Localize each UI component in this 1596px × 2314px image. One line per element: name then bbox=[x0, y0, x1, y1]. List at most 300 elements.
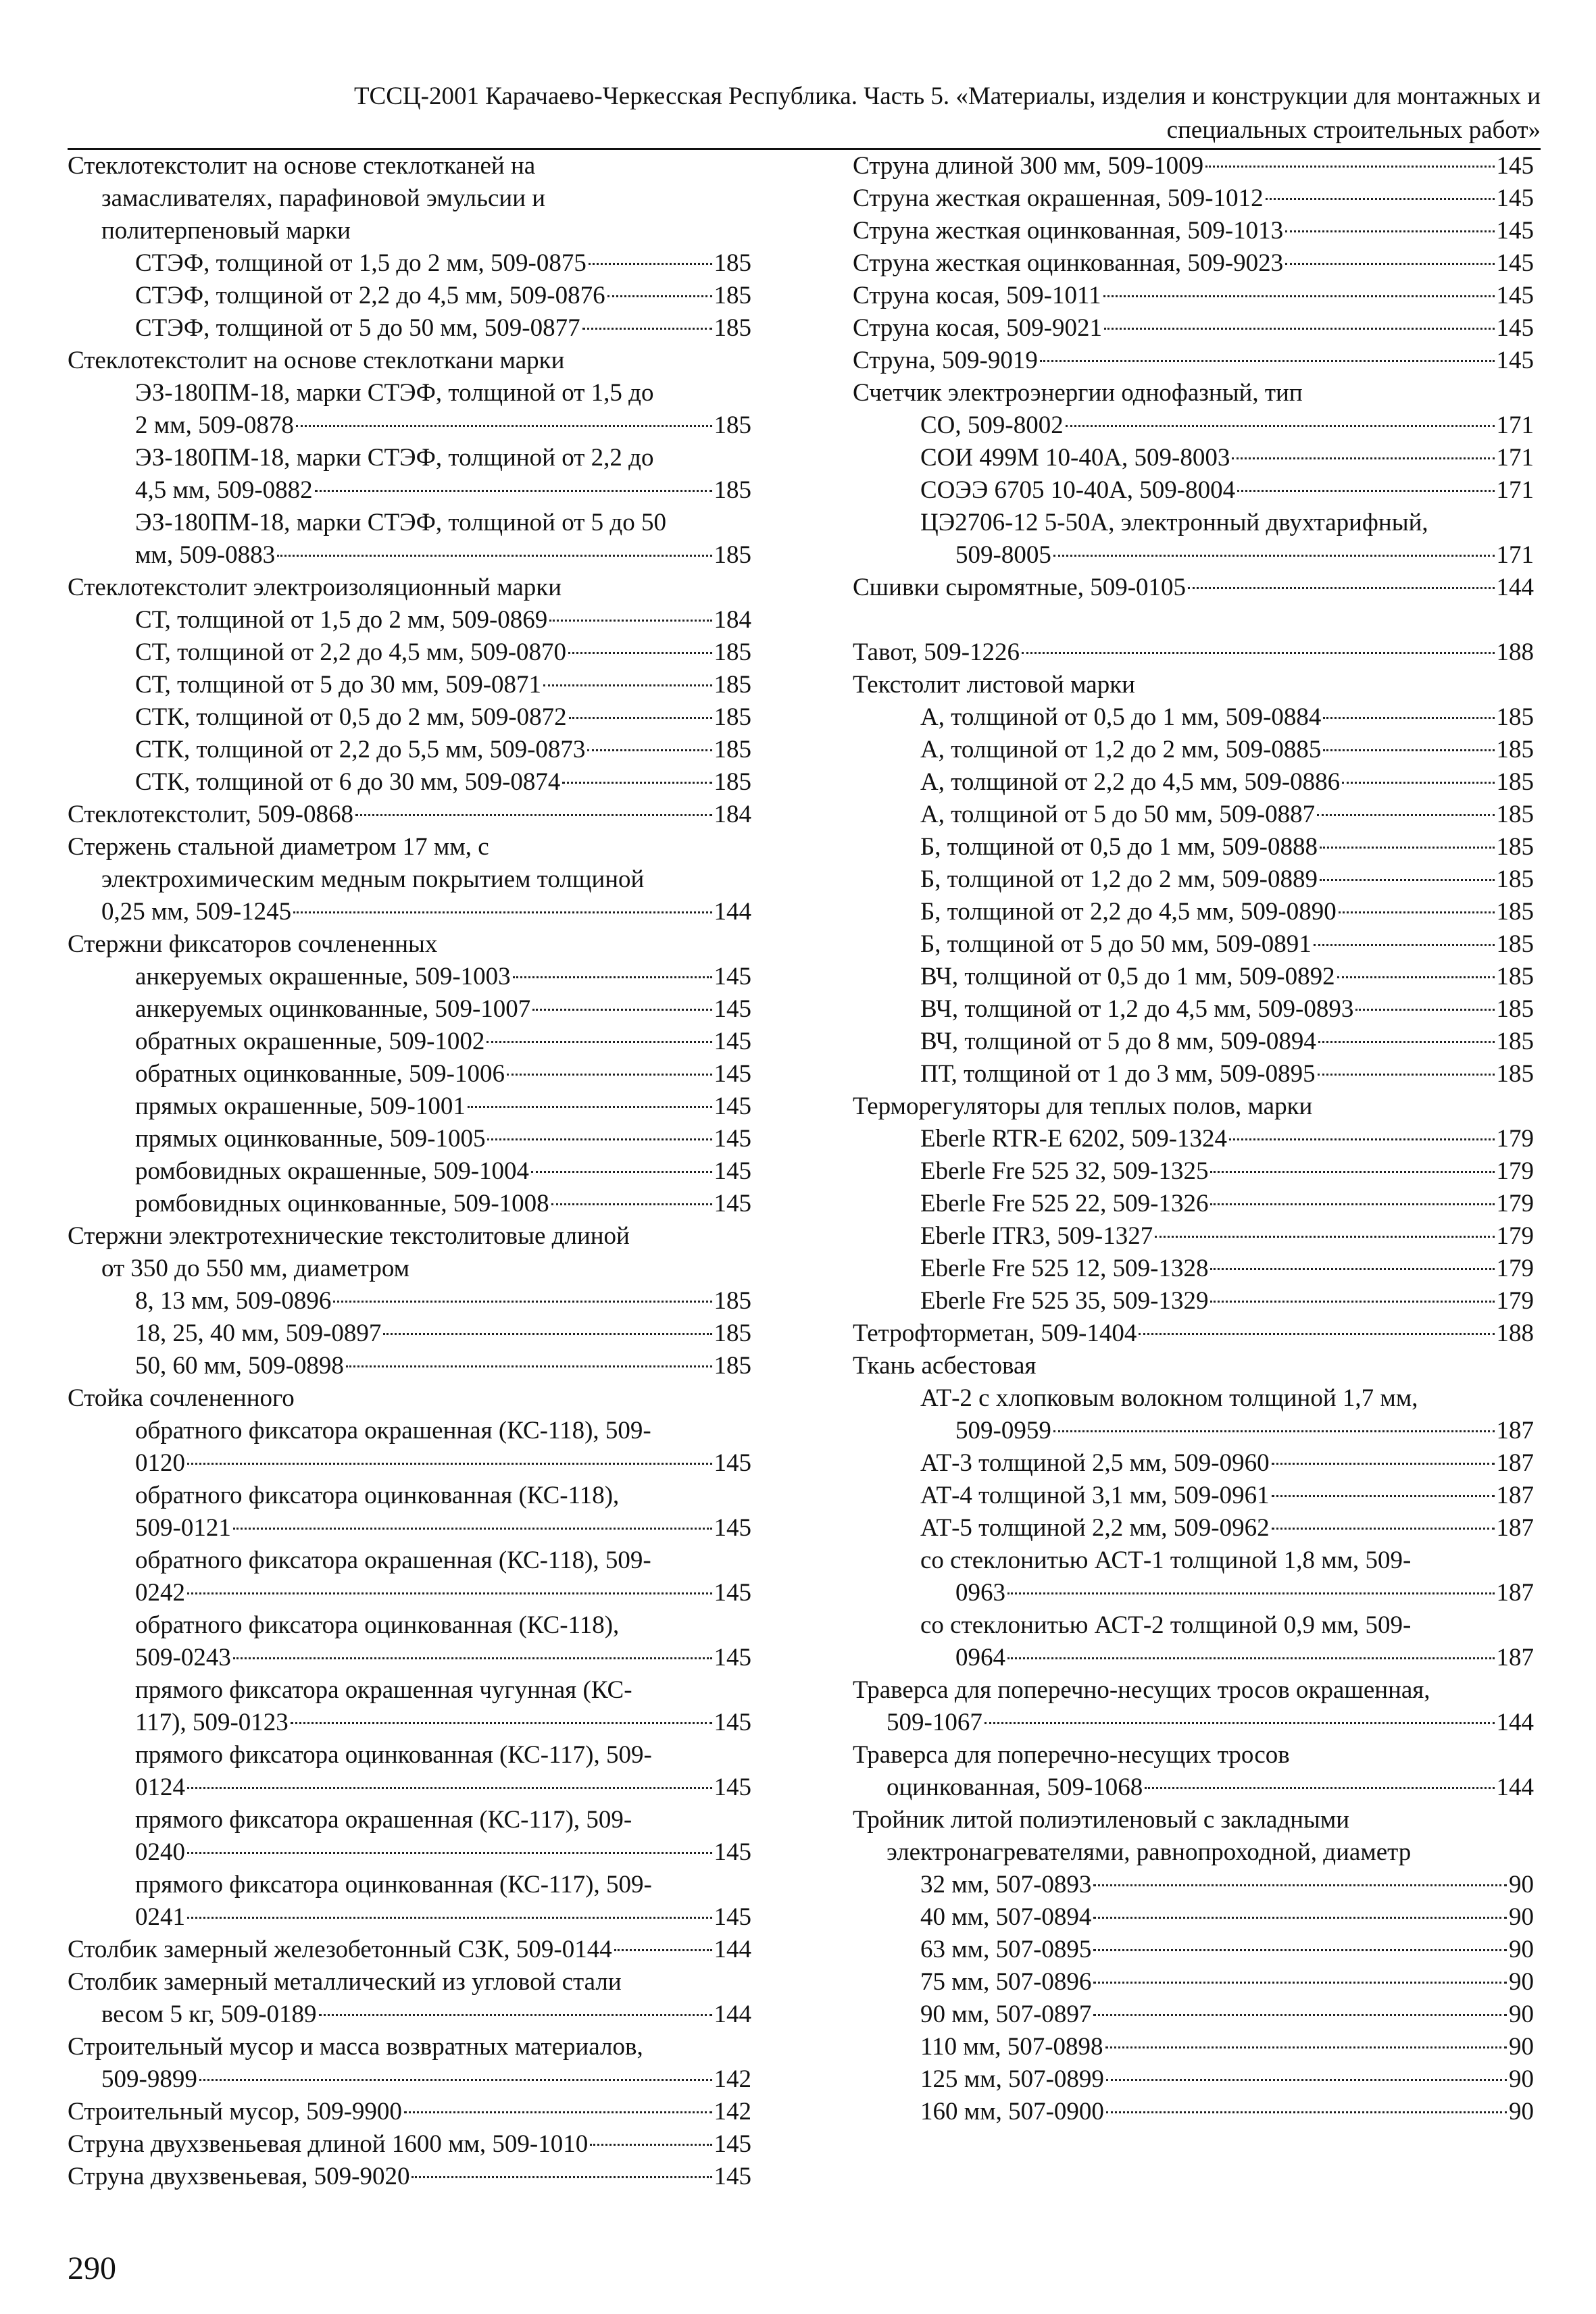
index-line bbox=[853, 1058, 1534, 1090]
index-line bbox=[68, 1512, 751, 1544]
index-entry-text: обратных окрашенные, 509-1002 bbox=[135, 1028, 485, 1055]
index-line: Траверса для поперечно-несущих тросов окрашенная, bbox=[853, 1676, 1430, 1704]
index-line bbox=[853, 442, 1534, 474]
index-line bbox=[853, 928, 1534, 961]
index-entry-text: 0124 bbox=[135, 1774, 185, 1801]
index-page-ref: 185 bbox=[714, 1319, 751, 1347]
index-line bbox=[853, 1901, 1534, 1934]
dot-leader bbox=[1093, 2014, 1507, 2016]
index-line bbox=[853, 799, 1534, 831]
index-entry-text: СТК, толщиной от 6 до 30 мм, 509-0874 bbox=[135, 768, 561, 796]
index-page-ref: 185 bbox=[714, 411, 751, 439]
index-page-ref: 144 bbox=[714, 1936, 751, 1963]
dot-leader bbox=[1105, 2046, 1507, 2048]
index-line: прямого фиксатора окрашенная чугунная (КС- bbox=[135, 1676, 632, 1704]
dot-leader bbox=[1188, 587, 1494, 589]
index-page-ref: 185 bbox=[1496, 736, 1534, 763]
index-line bbox=[68, 799, 751, 831]
dot-leader bbox=[568, 652, 712, 654]
index-page-ref: 185 bbox=[714, 282, 751, 309]
index-entry-text: обратных оцинкованные, 509-1006 bbox=[135, 1060, 505, 1088]
dot-leader bbox=[291, 1722, 712, 1724]
index-line: прямого фиксатора оцинкованная (КС-117), 509- bbox=[135, 1871, 652, 1898]
dot-leader bbox=[187, 1463, 712, 1465]
header-line-1: ТССЦ-2001 Карачаево-Черкесская Республика. Часть 5. «Материалы, изделия и конструкции для монтажных и bbox=[353, 82, 1541, 110]
dot-leader bbox=[1053, 555, 1495, 557]
dot-leader bbox=[1007, 1657, 1495, 1659]
index-line bbox=[853, 766, 1534, 799]
index-line bbox=[853, 1577, 1534, 1609]
index-page-ref: 185 bbox=[714, 314, 751, 342]
index-line bbox=[853, 1447, 1534, 1480]
dot-leader bbox=[1320, 847, 1495, 849]
dot-leader bbox=[590, 2144, 712, 2146]
dot-leader bbox=[1318, 1074, 1495, 1076]
index-line: Строительный мусор и масса возвратных материалов, bbox=[68, 2033, 643, 2061]
dot-leader bbox=[1272, 1495, 1495, 1497]
index-entry-text: Тавот, 509-1226 bbox=[853, 638, 1020, 666]
index-line bbox=[853, 182, 1534, 215]
index-entry-text: 509-8005 bbox=[955, 541, 1051, 569]
index-entry-text: Б, толщиной от 2,2 до 4,5 мм, 509-0890 bbox=[920, 898, 1337, 926]
index-entry-text: СТ, толщиной от 1,5 до 2 мм, 509-0869 bbox=[135, 606, 548, 634]
index-page-ref: 145 bbox=[714, 995, 751, 1023]
dot-leader bbox=[1106, 2079, 1507, 2081]
index-line bbox=[68, 1642, 751, 1674]
index-line: со стеклонитью АСТ-1 толщиной 1,8 мм, 509- bbox=[920, 1546, 1412, 1574]
index-line bbox=[853, 1771, 1534, 1804]
index-entry-text: 117), 509-0123 bbox=[135, 1709, 289, 1736]
index-line: Текстолит листовой марки bbox=[853, 671, 1135, 699]
index-entry-text: Струна косая, 509-9021 bbox=[853, 314, 1102, 342]
index-page-ref: 90 bbox=[1509, 1903, 1534, 1931]
index-page-ref: 185 bbox=[1496, 865, 1534, 893]
dot-leader bbox=[383, 1333, 712, 1335]
index-line: от 350 до 550 мм, диаметром bbox=[101, 1255, 410, 1282]
dot-leader bbox=[1145, 1787, 1494, 1789]
index-line: Столбик замерный металлический из угловой стали bbox=[68, 1968, 622, 1996]
index-line: Тройник литой полиэтиленовый с закладными bbox=[853, 1806, 1350, 1834]
index-entry-text: 509-0243 bbox=[135, 1644, 231, 1671]
index-page-ref: 90 bbox=[1509, 2098, 1534, 2126]
dot-leader bbox=[1210, 1268, 1494, 1270]
index-line bbox=[853, 1285, 1534, 1317]
index-line bbox=[68, 474, 751, 507]
index-entry-text: 110 мм, 507-0898 bbox=[920, 2033, 1103, 2061]
index-line bbox=[853, 1934, 1534, 1966]
index-line bbox=[68, 961, 751, 993]
page-number: 290 bbox=[68, 2250, 116, 2286]
index-page-ref: 187 bbox=[1496, 1482, 1534, 1509]
index-page-ref: 145 bbox=[1496, 314, 1534, 342]
index-entry-text: Б, толщиной от 5 до 50 мм, 509-0891 bbox=[920, 930, 1312, 958]
dot-leader bbox=[346, 1365, 712, 1367]
dot-leader bbox=[187, 1852, 712, 1854]
index-entry-text: АТ-3 толщиной 2,5 мм, 509-0960 bbox=[920, 1449, 1270, 1477]
index-entry-text: Строительный мусор, 509-9900 bbox=[68, 2098, 402, 2126]
index-page-ref: 184 bbox=[714, 801, 751, 828]
dot-leader bbox=[582, 328, 712, 330]
index-page-ref: 145 bbox=[1496, 184, 1534, 212]
index-entry-text: Б, толщиной от 0,5 до 1 мм, 509-0888 bbox=[920, 833, 1318, 861]
index-page-ref: 145 bbox=[714, 1903, 751, 1931]
index-line: ЭЗ-180ПМ-18, марки СТЭФ, толщиной от 1,5 до bbox=[135, 379, 654, 407]
index-entry-text: ромбовидных окрашенные, 509-1004 bbox=[135, 1157, 530, 1185]
index-entry-text: Eberle Fre 525 22, 509-1326 bbox=[920, 1190, 1209, 1217]
header-line-2: специальных строительных работ» bbox=[1166, 116, 1541, 144]
dot-leader bbox=[549, 620, 712, 622]
index-entry-text: анкеруемых оцинкованные, 509-1007 bbox=[135, 995, 531, 1023]
index-line bbox=[68, 280, 751, 312]
index-entry-text: АТ-4 толщиной 3,1 мм, 509-0961 bbox=[920, 1482, 1270, 1509]
index-line bbox=[68, 1123, 751, 1155]
index-line bbox=[68, 604, 751, 636]
index-entry-text: ВЧ, толщиной от 5 до 8 мм, 509-0894 bbox=[920, 1028, 1316, 1055]
index-entry-text: Eberle Fre 525 12, 509-1328 bbox=[920, 1255, 1209, 1282]
index-line bbox=[853, 636, 1534, 669]
dot-leader bbox=[1106, 2111, 1507, 2113]
index-entry-text: 509-9899 bbox=[101, 2065, 197, 2093]
index-line bbox=[68, 1577, 751, 1609]
index-line bbox=[853, 312, 1534, 345]
index-line: обратного фиксатора оцинкованная (КС-118), bbox=[135, 1482, 620, 1509]
dot-leader bbox=[1210, 1203, 1494, 1205]
dot-leader bbox=[1205, 166, 1494, 168]
index-line bbox=[68, 1771, 751, 1804]
index-entry-text: СОИ 499М 10-40А, 509-8003 bbox=[920, 444, 1230, 472]
index-page-ref: 185 bbox=[1496, 768, 1534, 796]
index-line bbox=[68, 1026, 751, 1058]
dot-leader bbox=[355, 814, 712, 816]
index-line bbox=[68, 1285, 751, 1317]
index-page-ref: 145 bbox=[714, 1028, 751, 1055]
dot-leader bbox=[507, 1074, 712, 1076]
dot-leader bbox=[569, 717, 712, 719]
index-line bbox=[68, 1350, 751, 1382]
index-line bbox=[853, 1512, 1534, 1544]
dot-leader bbox=[587, 749, 712, 751]
dot-leader bbox=[607, 295, 712, 297]
index-line: Стержни фиксаторов сочлененных bbox=[68, 930, 438, 958]
index-line bbox=[68, 312, 751, 345]
dot-leader bbox=[1093, 1884, 1507, 1886]
index-entry-text: Струна, 509-9019 bbox=[853, 347, 1038, 374]
dot-leader bbox=[315, 490, 712, 492]
index-page-ref: 145 bbox=[714, 1157, 751, 1185]
index-page-ref: 142 bbox=[714, 2065, 751, 2093]
index-page-ref: 145 bbox=[714, 1838, 751, 1866]
index-page-ref: 171 bbox=[1496, 444, 1534, 472]
index-page-ref: 142 bbox=[714, 2098, 751, 2126]
index-page-ref: 90 bbox=[1509, 1968, 1534, 1996]
index-page-ref: 185 bbox=[1496, 963, 1534, 990]
index-entry-text: Струна двухзвеньевая длиной 1600 мм, 509-1010 bbox=[68, 2130, 589, 2158]
dot-leader bbox=[1053, 1430, 1495, 1432]
index-line bbox=[853, 409, 1534, 442]
index-line bbox=[68, 993, 751, 1026]
index-line: обратного фиксатора оцинкованная (КС-118), bbox=[135, 1611, 620, 1639]
index-page-ref: 179 bbox=[1496, 1125, 1534, 1153]
index-line bbox=[853, 247, 1534, 280]
index-entry-text: ПТ, толщиной от 1 до 3 мм, 509-0895 bbox=[920, 1060, 1316, 1088]
index-line bbox=[853, 993, 1534, 1026]
index-entry-text: 509-0959 bbox=[955, 1417, 1051, 1444]
index-entry-text: мм, 509-0883 bbox=[135, 541, 276, 569]
index-line: Стержни электротехнические текстолитовые длиной bbox=[68, 1222, 630, 1250]
dot-leader bbox=[589, 263, 712, 265]
index-line bbox=[68, 1447, 751, 1480]
dot-leader bbox=[487, 1138, 712, 1140]
index-entry-text: Eberle RTR-E 6202, 509-1324 bbox=[920, 1125, 1228, 1153]
dot-leader bbox=[1210, 1171, 1494, 1173]
index-line bbox=[853, 474, 1534, 507]
index-page-ref: 188 bbox=[1496, 638, 1534, 666]
index-line bbox=[853, 539, 1534, 572]
index-entry-text: 4,5 мм, 509-0882 bbox=[135, 476, 313, 504]
dot-leader bbox=[333, 1301, 712, 1303]
dot-leader bbox=[1317, 814, 1494, 816]
dot-leader bbox=[1104, 328, 1495, 330]
index-page-ref: 185 bbox=[714, 703, 751, 731]
index-line bbox=[68, 734, 751, 766]
index-page-ref: 185 bbox=[714, 476, 751, 504]
index-column-left bbox=[68, 150, 751, 2193]
index-line bbox=[68, 2161, 751, 2193]
index-entry-text: СТК, толщиной от 2,2 до 5,5 мм, 509-0873 bbox=[135, 736, 586, 763]
index-line bbox=[853, 1155, 1534, 1188]
index-entry-text: 2 мм, 509-0878 bbox=[135, 411, 294, 439]
index-entry-text: Eberle ITR3, 509-1327 bbox=[920, 1222, 1153, 1250]
index-page-ref: 187 bbox=[1496, 1579, 1534, 1607]
index-page-ref: 144 bbox=[1496, 1709, 1534, 1736]
index-line: со стеклонитью АСТ-2 толщиной 0,9 мм, 509- bbox=[920, 1611, 1412, 1639]
index-line bbox=[853, 1869, 1534, 1901]
index-entry-text: анкеруемых окрашенные, 509-1003 bbox=[135, 963, 511, 990]
index-line bbox=[68, 1317, 751, 1350]
index-entry-text: Струна двухзвеньевая, 509-9020 bbox=[68, 2163, 410, 2190]
index-entry-text: СТ, толщиной от 5 до 30 мм, 509-0871 bbox=[135, 671, 542, 699]
index-entry-text: Eberle Fre 525 35, 509-1329 bbox=[920, 1287, 1209, 1315]
index-page-ref: 187 bbox=[1496, 1644, 1534, 1671]
index-page-ref: 179 bbox=[1496, 1255, 1534, 1282]
dot-leader bbox=[531, 1171, 712, 1173]
index-page-ref: 179 bbox=[1496, 1287, 1534, 1315]
index-line bbox=[853, 1966, 1534, 1998]
index-line bbox=[68, 2063, 751, 2096]
dot-leader bbox=[984, 1722, 1495, 1724]
dot-leader bbox=[187, 1592, 712, 1594]
index-page-ref: 145 bbox=[714, 963, 751, 990]
index-line: замасливателях, парафиновой эмульсии и bbox=[101, 184, 546, 212]
index-line: Терморегуляторы для теплых полов, марки bbox=[853, 1092, 1313, 1120]
index-page-ref: 179 bbox=[1496, 1222, 1534, 1250]
index-page-ref: 179 bbox=[1496, 1190, 1534, 1217]
dot-leader bbox=[1323, 749, 1494, 751]
dot-leader bbox=[513, 976, 712, 978]
index-entry-text: оцинкованная, 509-1068 bbox=[887, 1774, 1143, 1801]
index-entry-text: 0,25 мм, 509-1245 bbox=[101, 898, 292, 926]
dot-leader bbox=[1103, 295, 1495, 297]
index-line bbox=[853, 2096, 1534, 2128]
dot-leader bbox=[1323, 717, 1494, 719]
index-line bbox=[853, 1188, 1534, 1220]
index-page-ref: 145 bbox=[1496, 347, 1534, 374]
index-line: Стержень стальной диаметром 17 мм, с bbox=[68, 833, 489, 861]
index-page-ref: 185 bbox=[1496, 703, 1534, 731]
index-line bbox=[68, 247, 751, 280]
index-line bbox=[68, 1188, 751, 1220]
index-line bbox=[853, 2063, 1534, 2096]
index-line bbox=[853, 150, 1534, 182]
index-entry-text: ВЧ, толщиной от 1,2 до 4,5 мм, 509-0893 bbox=[920, 995, 1354, 1023]
index-entry-text: 40 мм, 507-0894 bbox=[920, 1903, 1092, 1931]
dot-leader bbox=[468, 1106, 712, 1108]
index-line bbox=[853, 961, 1534, 993]
index-entry-text: 0964 bbox=[955, 1644, 1005, 1671]
index-entry-text: 160 мм, 507-0900 bbox=[920, 2098, 1104, 2126]
index-line: обратного фиксатора окрашенная (КС-118), 509- bbox=[135, 1546, 651, 1574]
index-line bbox=[853, 1707, 1534, 1739]
dot-leader bbox=[233, 1657, 712, 1659]
index-line bbox=[68, 636, 751, 669]
index-entry-text: 0963 bbox=[955, 1579, 1005, 1607]
index-line bbox=[853, 734, 1534, 766]
index-page-ref: 145 bbox=[714, 1774, 751, 1801]
index-line bbox=[68, 2128, 751, 2161]
dot-leader bbox=[1040, 360, 1495, 362]
index-page-ref: 145 bbox=[714, 1449, 751, 1477]
index-entry-text: 63 мм, 507-0895 bbox=[920, 1936, 1092, 1963]
dot-leader bbox=[1007, 1592, 1495, 1594]
index-page-ref: 144 bbox=[1496, 574, 1534, 601]
index-line: электрохимическим медным покрытием толщиной bbox=[101, 865, 645, 893]
index-line: Стеклотекстолит электроизоляционный марки bbox=[68, 574, 562, 601]
dot-leader bbox=[187, 1917, 712, 1919]
index-line: Стеклотекстолит на основе стеклотканей на bbox=[68, 152, 536, 180]
dot-leader bbox=[1339, 911, 1495, 913]
index-entry-text: 50, 60 мм, 509-0898 bbox=[135, 1352, 344, 1380]
index-line bbox=[853, 2031, 1534, 2063]
index-page-ref: 145 bbox=[1496, 282, 1534, 309]
index-entry-text: СТК, толщиной от 0,5 до 2 мм, 509-0872 bbox=[135, 703, 567, 731]
index-page-ref: 90 bbox=[1509, 2033, 1534, 2061]
index-page-ref: 90 bbox=[1509, 1936, 1534, 1963]
dot-leader bbox=[1229, 1138, 1494, 1140]
index-line bbox=[68, 766, 751, 799]
index-page-ref: 179 bbox=[1496, 1157, 1534, 1185]
dot-leader bbox=[614, 1949, 712, 1951]
index-line bbox=[68, 2096, 751, 2128]
index-page-ref: 144 bbox=[714, 898, 751, 926]
index-entry-text: Струна жесткая оцинкованная, 509-1013 bbox=[853, 217, 1284, 245]
index-page-ref: 145 bbox=[714, 1709, 751, 1736]
index-entry-text: весом 5 кг, 509-0189 bbox=[101, 2001, 317, 2028]
index-page-ref: 144 bbox=[714, 2001, 751, 2028]
index-line bbox=[853, 1480, 1534, 1512]
index-page-ref: 171 bbox=[1496, 411, 1534, 439]
index-page-ref: 185 bbox=[714, 638, 751, 666]
index-entry-text: ВЧ, толщиной от 0,5 до 1 мм, 509-0892 bbox=[920, 963, 1335, 990]
index-line bbox=[68, 669, 751, 701]
index-entry-text: 18, 25, 40 мм, 509-0897 bbox=[135, 1319, 382, 1347]
index-page-ref: 90 bbox=[1509, 1871, 1534, 1898]
index-line bbox=[68, 539, 751, 572]
index-entry-text: 0242 bbox=[135, 1579, 185, 1607]
index-entry-text: 75 мм, 507-0896 bbox=[920, 1968, 1092, 1996]
index-line bbox=[853, 701, 1534, 734]
index-page-ref: 185 bbox=[714, 1287, 751, 1315]
index-entry-text: СТЭФ, толщиной от 5 до 50 мм, 509-0877 bbox=[135, 314, 580, 342]
index-page-ref: 187 bbox=[1496, 1449, 1534, 1477]
index-line bbox=[68, 701, 751, 734]
index-line bbox=[68, 1155, 751, 1188]
index-line: прямого фиксатора оцинкованная (КС-117), 509- bbox=[135, 1741, 652, 1769]
index-page-ref: 145 bbox=[1496, 249, 1534, 277]
index-line bbox=[68, 1934, 751, 1966]
index-entry-text: АТ-5 толщиной 2,2 мм, 509-0962 bbox=[920, 1514, 1270, 1542]
index-line: Стойка сочлененного bbox=[68, 1384, 295, 1412]
dot-leader bbox=[1155, 1236, 1494, 1238]
dot-leader bbox=[1022, 652, 1494, 654]
index-line bbox=[853, 1123, 1534, 1155]
dot-leader bbox=[199, 2079, 712, 2081]
index-page-ref: 145 bbox=[714, 1579, 751, 1607]
index-page-ref: 185 bbox=[714, 736, 751, 763]
index-page-ref: 145 bbox=[1496, 152, 1534, 180]
index-line bbox=[853, 1317, 1534, 1350]
index-page-ref: 145 bbox=[714, 1190, 751, 1217]
dot-leader bbox=[1232, 457, 1494, 459]
index-entry-text: прямых оцинкованные, 509-1005 bbox=[135, 1125, 486, 1153]
index-page-ref: 90 bbox=[1509, 2065, 1534, 2093]
index-entry-text: Струна жесткая окрашенная, 509-1012 bbox=[853, 184, 1264, 212]
index-page-ref: 188 bbox=[1496, 1319, 1534, 1347]
index-page-ref: 187 bbox=[1496, 1514, 1534, 1542]
index-page-ref: 145 bbox=[1496, 217, 1534, 245]
blank-line bbox=[853, 604, 1534, 636]
dot-leader bbox=[1093, 1917, 1507, 1919]
dot-leader bbox=[1266, 198, 1495, 200]
index-entry-text: СО, 509-8002 bbox=[920, 411, 1064, 439]
index-entry-text: 32 мм, 507-0893 bbox=[920, 1871, 1092, 1898]
index-page-ref: 185 bbox=[714, 249, 751, 277]
index-entry-text: СОЭЭ 6705 10-40А, 509-8004 bbox=[920, 476, 1236, 504]
index-page-ref: 144 bbox=[1496, 1774, 1534, 1801]
index-page-ref: 145 bbox=[714, 1060, 751, 1088]
dot-leader bbox=[1093, 1982, 1507, 1984]
index-entry-text: СТЭФ, толщиной от 1,5 до 2 мм, 509-0875 bbox=[135, 249, 587, 277]
dot-leader bbox=[562, 782, 712, 784]
dot-leader bbox=[1139, 1333, 1494, 1335]
index-entry-text: Сшивки сыромятные, 509-0105 bbox=[853, 574, 1187, 601]
index-entry-text: прямых окрашенные, 509-1001 bbox=[135, 1092, 466, 1120]
index-entry-text: А, толщиной от 1,2 до 2 мм, 509-0885 bbox=[920, 736, 1322, 763]
index-line: Ткань асбестовая bbox=[853, 1352, 1037, 1380]
index-page-ref: 185 bbox=[714, 768, 751, 796]
dot-leader bbox=[1272, 1528, 1495, 1530]
index-line: политерпеновый марки bbox=[101, 217, 351, 245]
index-entry-text: 0120 bbox=[135, 1449, 185, 1477]
index-page-ref: 145 bbox=[714, 2130, 751, 2158]
index-line bbox=[853, 1253, 1534, 1285]
index-line bbox=[68, 1901, 751, 1934]
index-page-ref: 145 bbox=[714, 1644, 751, 1671]
dot-leader bbox=[551, 1203, 712, 1205]
index-page-ref: 145 bbox=[714, 2163, 751, 2190]
dot-leader bbox=[532, 1009, 712, 1011]
index-page-ref: 184 bbox=[714, 606, 751, 634]
index-line: электронагревателями, равнопроходной, диаметр bbox=[887, 1838, 1412, 1866]
